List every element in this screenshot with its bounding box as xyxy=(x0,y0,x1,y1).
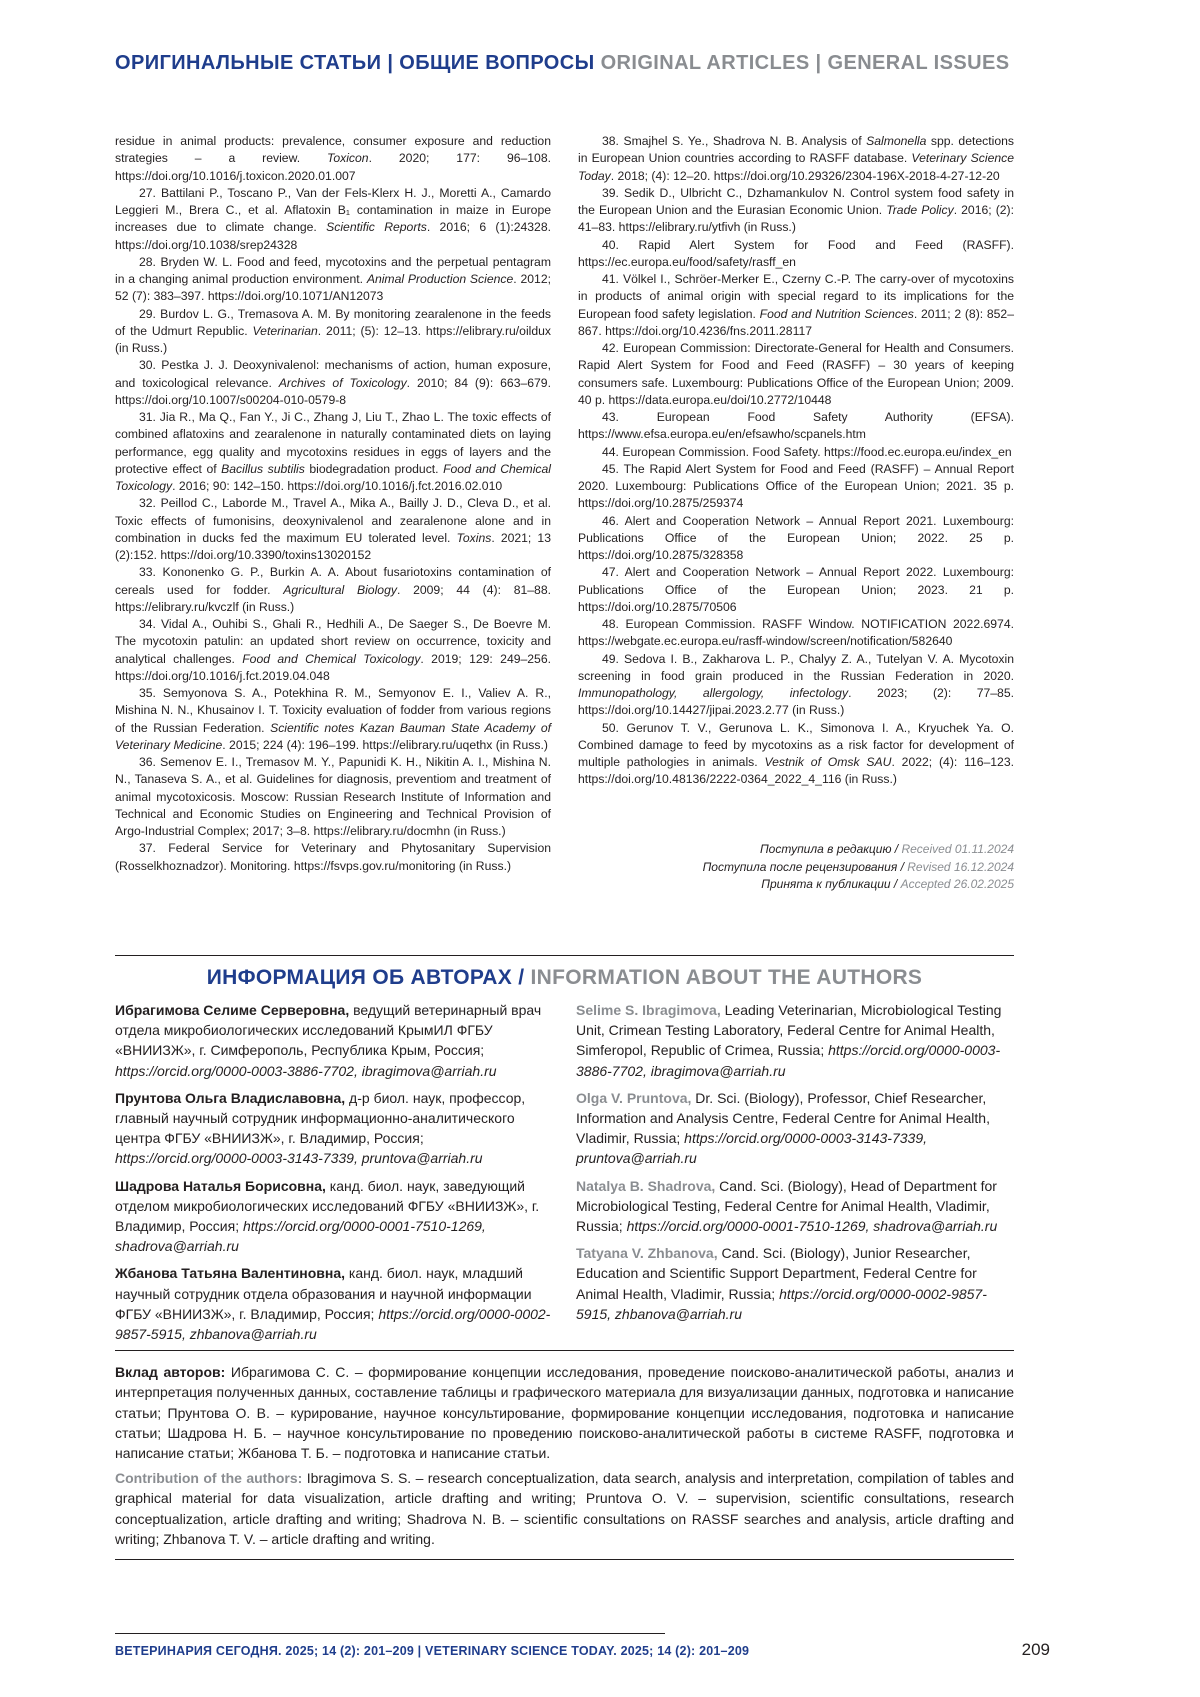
reference-item: 43. European Food Safety Authority (EFSA). https://www.efsa.europa.eu/en/efsawho/scpanels.htm xyxy=(578,409,1014,444)
reference-item: 34. Vidal A., Ouhibi S., Ghali R., Hedhili A., De Saeger S., De Boevre M. The mycotoxin patulin: an updated short review on occurrence, toxicity and analytical challenges. Food and Chemical Toxicology. 2019; 129: 249–256. https://doi.org/10.1016/j.fct.2019.04.048 xyxy=(115,616,551,685)
reference-item: 27. Battilani P., Toscano P., Van der Fels-Klerx H. J., Moretti A., Camardo Leggieri M., Brera C., et al. Aflatoxin B₁ contamination in maize in Europe increases due to climate change. Scientific Reports. 2016; 6 (1):24328. https://doi.org/10.1038/srep24328 xyxy=(115,185,551,254)
reference-item: 46. Alert and Cooperation Network – Annual Report 2021. Luxembourg: Publications Office of the European Union; 2022. 25 p. https://doi.org/10.2875/328358 xyxy=(578,513,1014,565)
references-left-column xyxy=(115,133,551,875)
author-orcid-email: https://orcid.org/0000-0002-9857-5915, zhbanova@arriah.ru xyxy=(576,1286,987,1322)
reference-item: 40. Rapid Alert System for Food and Feed (RASFF). https://ec.europa.eu/food/safety/rasff_en xyxy=(578,237,1014,272)
author-entry: Ибрагимова Селиме Серверовна, ведущий ветеринарный врач отдела микробиологических исследований КрымИЛ ФГБУ «ВНИИЗЖ», г. Симферополь, Республика Крым, Россия; https://orcid.org/0000-0003-3886-7702, ibragimova@arriah.ru xyxy=(115,1000,553,1081)
reference-item: 49. Sedova I. B., Zakharova L. P., Chalyy Z. A., Tutelyan V. A. Mycotoxin screening in food grain produced in the Russian Federation in 2020. Immunopathology, allergology, infectology. 2023; (2): 77–85. https://doi.org/10.14427/jipai.2023.2.77 (in Russ.) xyxy=(578,651,1014,720)
contribution-ru: Вклад авторов: Ибрагимова С. С. – формирование концепции исследования, проведение поисково-аналитической работы, анализ и интерпретация полученных данных, составление таблицы и графического материала для визуализации данных, подготовка и написание статьи; Прунтова О. В. – курирование, научное консультирование, формирование концепции исследования, подготовка и написание статьи; Шадрова Н. Б. – научное консультирование по проведению поисково-аналитической работы в системе RASFF, подготовка и написание статьи; Жбанова Т. Б. – подготовка и написание статьи. xyxy=(115,1362,1014,1463)
author-entry: Tatyana V. Zhbanova, Cand. Sci. (Biology), Junior Researcher, Education and Scientific Support Department, Federal Centre for Animal Health, Vladimir, Russia; https://orcid.org/0000-0002-9857-5915, zhbanova@arriah.ru xyxy=(576,1243,1014,1324)
author-entry: Прунтова Ольга Владиславовна, д-р биол. наук, профессор, главный научный сотрудник информационно-аналитического центра ФГБУ «ВНИИЗЖ», г. Владимир, Россия; https://orcid.org/0000-0003-3143-7339, pruntova@arriah.ru xyxy=(115,1088,553,1169)
reference-item: 38. Smajhel S. Ye., Shadrova N. B. Analysis of Salmonella spp. detections in European Union countries according to RASFF database. Veterinary Science Today. 2018; (4): 12–20. https://doi.org/10.29326/2304-196X-2018-4-27-12-20 xyxy=(578,133,1014,185)
reference-item: 50. Gerunov T. V., Gerunova L. K., Simonova I. A., Kryuchek Ya. O. Combined damage to feed by mycotoxins as a risk factor for development of multiple pathologies in animals. Vestnik of Omsk SAU. 2022; (4): 116–123. https://doi.org/10.48136/2222-0364_2022_4_116 (in Russ.) xyxy=(578,720,1014,789)
author-entry: Olga V. Pruntova, Dr. Sci. (Biology), Professor, Chief Researcher, Information and Analysis Centre, Federal Centre for Animal Health, Vladimir, Russia; https://orcid.org/0000-0003-3143-7339, pruntova@arriah.ru xyxy=(576,1088,1014,1169)
authors-en-column xyxy=(576,1000,1014,1331)
reference-item: 42. European Commission: Directorate-General for Health and Consumers. Rapid Alert System for Food and Feed (RASFF) – 30 years of keeping consumers safe. Luxembourg: Publications Office of the European Union; 2009. 40 p. https://data.europa.eu/doi/10.2772/10448 xyxy=(578,340,1014,409)
author-entry: Selime S. Ibragimova, Leading Veterinarian, Microbiological Testing Unit, Crimean Testing Laboratory, Federal Centre for Animal Health, Simferopol, Republic of Crimea, Russia; https://orcid.org/0000-0003-3886-7702, ibragimova@arriah.ru xyxy=(576,1000,1014,1081)
contribution-en: Contribution of the authors: Ibragimova S. S. – research conceptualization, data search, analysis and interpretation, compilation of tables and graphical material for data visualization, article drafting and writing; Pruntova O. V. – supervision, scientific consultations, research conceptualization, article drafting and writing; Shadrova N. B. – scientific consultations on RASSF searches and analysis, article drafting and writing; Zhbanova T. V. – article drafting and writing. xyxy=(115,1468,1014,1549)
author-orcid-email: https://orcid.org/0000-0002-9857-5915, zhbanova@arriah.ru xyxy=(115,1306,550,1342)
reference-item: 35. Semyonova S. A., Potekhina R. M., Semyonov E. I., Valiev A. R., Mishina N. N., Khusainov I. T. Toxicity evaluation of fodder from various regions of the Russian Federation. Scientific notes Kazan Bauman State Academy of Veterinary Medicine. 2015; 224 (4): 196–199. https://elibrary.ru/uqethx (in Russ.) xyxy=(115,685,551,754)
author-orcid-email: https://orcid.org/0000-0003-3143-7339, pruntova@arriah.ru xyxy=(115,1150,483,1166)
authors-section-title: ИНФОРМАЦИЯ ОБ АВТОРАХ / INFORMATION ABOUT THE AUTHORS xyxy=(115,966,1014,990)
author-orcid-email: https://orcid.org/0000-0003-3143-7339, pruntova@arriah.ru xyxy=(576,1130,927,1166)
section-header xyxy=(115,52,1009,75)
author-orcid-email: https://orcid.org/0000-0003-3886-7702, ibragimova@arriah.ru xyxy=(115,1063,497,1079)
footer-rule xyxy=(115,1633,665,1634)
article-dates xyxy=(578,841,1014,894)
author-name: Шадрова Наталья Борисовна, xyxy=(115,1178,326,1194)
reference-item: 36. Semenov E. I., Tremasov M. Y., Papunidi K. H., Nikitin A. I., Mishina N. N., Tanaseva S. A., et al. Guidelines for diagnosis, preventiom and treatment of animal mycotoxicosis. Moscow: Russian Research Institute of Information and Technical and Economic Studies on Engineering and Technical Provision of Argo-Industrial Complex; 2017; 3–8. https://elibrary.ru/docmhn (in Russ.) xyxy=(115,754,551,840)
section-header-ru: ОРИГИНАЛЬНЫЕ СТАТЬИ | ОБЩИЕ ВОПРОСЫ xyxy=(115,52,595,74)
author-entry: Natalya B. Shadrova, Cand. Sci. (Biology), Head of Department for Microbiological Testing, Federal Centre for Animal Health, Vladimir, Russia; https://orcid.org/0000-0001-7510-1269, shadrova@arriah.ru xyxy=(576,1176,1014,1237)
author-name: Tatyana V. Zhbanova, xyxy=(576,1245,718,1261)
divider-top xyxy=(115,955,1014,956)
reference-item: 45. The Rapid Alert System for Food and Feed (RASFF) – Annual Report 2020. Luxembourg: Publications Office of the European Union; 2021. 35 p. https://doi.org/10.2875/259374 xyxy=(578,461,1014,513)
reference-item: 48. European Commission. RASFF Window. NOTIFICATION 2022.6974. https://webgate.ec.europa.eu/rasff-window/screen/notification/582640 xyxy=(578,616,1014,651)
accepted-date: Принята к публикации / Accepted 26.02.2025 xyxy=(578,876,1014,894)
reference-item: 47. Alert and Cooperation Network – Annual Report 2022. Luxembourg: Publications Office of the European Union; 2023. 21 p. https://doi.org/10.2875/70506 xyxy=(578,564,1014,616)
author-entry: Жбанова Татьяна Валентиновна, канд. биол. наук, младший научный сотрудник отдела образования и научной информации ФГБУ «ВНИИЗЖ», г. Владимир, Россия; https://orcid.org/0000-0002-9857-5915, zhbanova@arriah.ru xyxy=(115,1263,553,1344)
reference-item: 31. Jia R., Ma Q., Fan Y., Ji C., Zhang J, Liu T., Zhao L. The toxic effects of combined aflatoxins and zearalenone in naturally contaminated diets on laying performance, egg quality and mycotoxins residues in eggs of layers and the protective effect of Bacillus subtilis biodegradation product. Food and Chemical Toxicology. 2016; 90: 142–150. https://doi.org/10.1016/j.fct.2016.02.010 xyxy=(115,409,551,495)
author-name: Прунтова Ольга Владиславовна, xyxy=(115,1090,345,1106)
author-orcid-email: https://orcid.org/0000-0001-7510-1269, shadrova@arriah.ru xyxy=(627,1218,998,1234)
section-header-en: ORIGINAL ARTICLES | GENERAL ISSUES xyxy=(601,52,1010,74)
reference-item: 41. Völkel I., Schröer-Merker E., Czerny C.-P. The carry-over of mycotoxins in products of animal origin with special regard to its implications for the European food safety legislation. Food and Nutrition Sciences. 2011; 2 (8): 852–867. https://doi.org/10.4236/fns.2011.28117 xyxy=(578,271,1014,340)
reference-item: residue in animal products: prevalence, consumer exposure and reduction strategies – a review. Toxicon. 2020; 177: 96–108. https://doi.org/10.1016/j.toxicon.2020.01.007 xyxy=(115,133,551,185)
author-name: Ибрагимова Селиме Серверовна, xyxy=(115,1002,349,1018)
page-number: 209 xyxy=(1000,1640,1050,1660)
received-date: Поступила в редакцию / Received 01.11.2024 xyxy=(578,841,1014,859)
divider-bottom xyxy=(115,1559,1014,1560)
reference-item: 39. Sedik D., Ulbricht C., Dzhamankulov N. Control system food safety in the European Union and the Eurasian Economic Union. Trade Policy. 2016; (2): 41–83. https://elibrary.ru/ytfivh (in Russ.) xyxy=(578,185,1014,237)
divider-middle xyxy=(115,1350,1014,1351)
author-name: Natalya B. Shadrova, xyxy=(576,1178,715,1194)
reference-item: 37. Federal Service for Veterinary and Phytosanitary Supervision (Rosselkhoznadzor). Monitoring. https://fsvps.gov.ru/monitoring (in Russ.) xyxy=(115,840,551,875)
reference-item: 28. Bryden W. L. Food and feed, mycotoxins and the perpetual pentagram in a changing animal production environment. Animal Production Science. 2012; 52 (7): 383–397. https://doi.org/10.1071/AN12073 xyxy=(115,254,551,306)
reference-item: 33. Kononenko G. P., Burkin A. A. About fusariotoxins contamination of cereals used for fodder. Agricultural Biology. 2009; 44 (4): 81–88. https://elibrary.ru/kvczlf (in Russ.) xyxy=(115,564,551,616)
reference-item: 29. Burdov L. G., Tremasova A. M. By monitoring zearalenone in the feeds of the Udmurt Republic. Veterinarian. 2011; (5): 12–13. https://elibrary.ru/oildux (in Russ.) xyxy=(115,306,551,358)
author-name: Жбанова Татьяна Валентиновна, xyxy=(115,1265,345,1281)
author-orcid-email: https://orcid.org/0000-0003-3886-7702, ibragimova@arriah.ru xyxy=(576,1042,1000,1078)
author-orcid-email: https://orcid.org/0000-0001-7510-1269, shadrova@arriah.ru xyxy=(115,1218,486,1254)
revised-date: Поступила после рецензирования / Revised 16.12.2024 xyxy=(578,859,1014,877)
author-name: Olga V. Pruntova, xyxy=(576,1090,691,1106)
reference-item: 44. European Commission. Food Safety. https://food.ec.europa.eu/index_en xyxy=(578,444,1014,461)
author-name: Selime S. Ibragimova, xyxy=(576,1002,721,1018)
journal-footer: ВЕТЕРИНАРИЯ СЕГОДНЯ. 2025; 14 (2): 201–209 | VETERINARY SCIENCE TODAY. 2025; 14 (2): 201–209 xyxy=(115,1644,749,1658)
reference-item: 32. Peillod C., Laborde M., Travel A., Mika A., Bailly J. D., Cleva D., et al. Toxic effects of fumonisins, deoxynivalenol and zearalenone alone and in combination in ducks fed the maximum EU tolerated level. Toxins. 2021; 13 (2):152. https://doi.org/10.3390/toxins13020152 xyxy=(115,495,551,564)
reference-item: 30. Pestka J. J. Deoxynivalenol: mechanisms of action, human exposure, and toxicological relevance. Archives of Toxicology. 2010; 84 (9): 663–679. https://doi.org/10.1007/s00204-010-0579-8 xyxy=(115,357,551,409)
references-right-column xyxy=(578,133,1014,789)
authors-ru-column xyxy=(115,1000,553,1351)
author-entry: Шадрова Наталья Борисовна, канд. биол. наук, заведующий отделом микробиологических исследований ФГБУ «ВНИИЗЖ», г. Владимир, Россия; https://orcid.org/0000-0001-7510-1269, shadrova@arriah.ru xyxy=(115,1176,553,1257)
